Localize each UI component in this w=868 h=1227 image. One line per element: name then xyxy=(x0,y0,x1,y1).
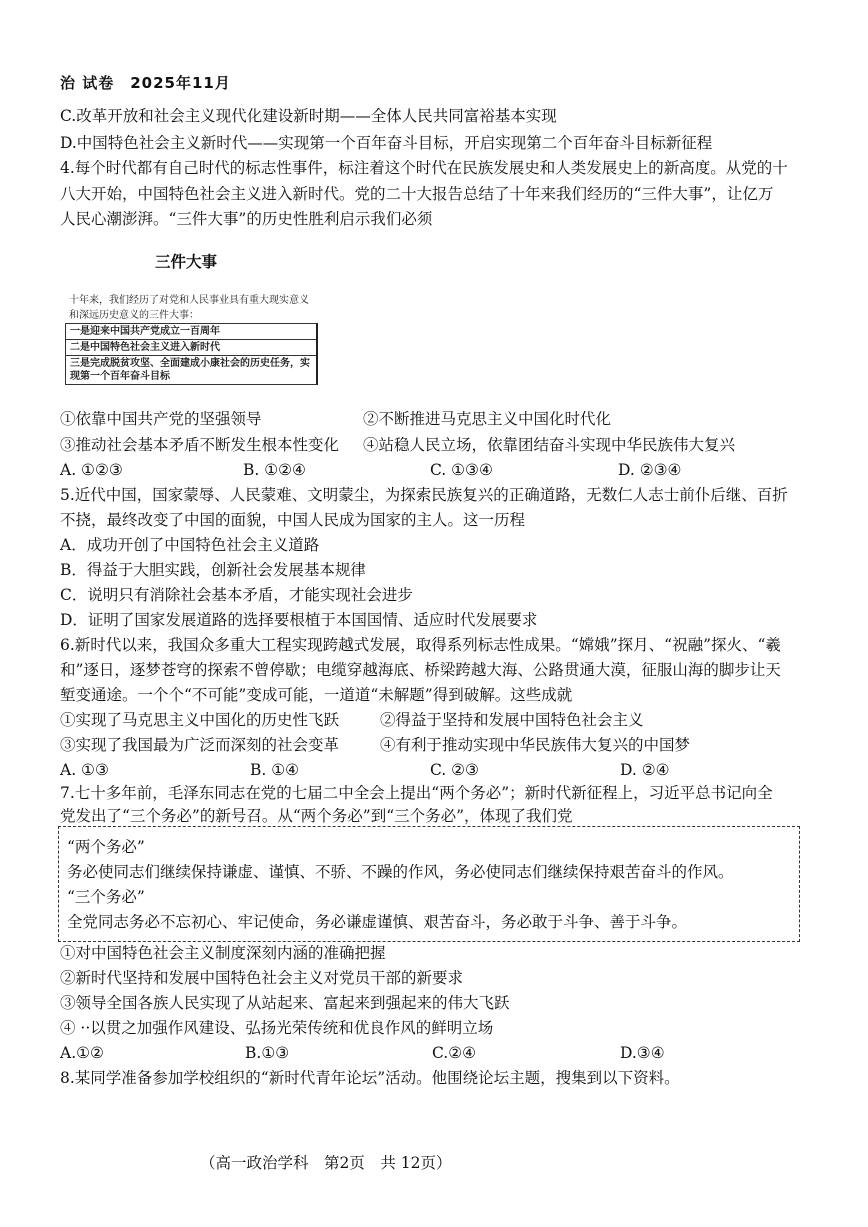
q6-option-b: B. ①④ xyxy=(250,761,300,779)
q7-option-a: A.①② xyxy=(60,1044,104,1062)
quote-heading-three: “三个务必” xyxy=(67,888,145,906)
q7-option-b: B.①③ xyxy=(245,1044,290,1062)
quote-text-two: 务必使同志们继续保持谦虚、谨慎、不骄、不躁的作风，务必使同志们继续保持艰苦奋斗的作风。 xyxy=(67,863,734,881)
q5-stem-line2: 不挠，最终改变了中国的面貌，中国人民成为国家的主人。这一历程 xyxy=(60,511,526,529)
q5-option-c: C．说明只有消除社会基本矛盾，才能实现社会进步 xyxy=(60,586,413,604)
figure-title: 三件大事 xyxy=(155,253,218,271)
quote-box xyxy=(58,826,800,942)
newspaper-clipping xyxy=(63,289,315,393)
q7-item-3: ③领导全国各族人民实现了从站起来、富起来到强起来的伟大飞跃 xyxy=(60,994,510,1012)
q6-option-d: D. ②④ xyxy=(620,761,670,779)
q5-stem-line1: 5.近代中国，国家蒙辱、人民蒙难、文明蒙尘，为探索民族复兴的正确道路，无数仁人志士前仆后继、百折 xyxy=(60,486,788,504)
q7-option-c: C.②④ xyxy=(432,1044,477,1062)
q6-stem-line1: 6.新时代以来，我国众多重大工程实现跨越式发展，取得系列标志性成果。“嫦娥”探月、“祝融”探火、“羲 xyxy=(60,636,781,654)
quote-text-three: 全党同志务必不忘初心、牢记使命，务必谦虚谨慎、艰苦奋斗，务必敢于斗争、善于斗争。 xyxy=(67,913,688,931)
q4-option-a: A. ①②③ xyxy=(60,461,123,479)
q4-option-d: D. ②③④ xyxy=(618,461,682,479)
q7-item-4: ④ ··以贯之加强作风建设、弘扬光荣传统和优良作风的鲜明立场 xyxy=(60,1019,494,1037)
clipping-table xyxy=(65,323,318,385)
clipping-intro: 十年来，我们经历了对党和人民事业具有重大现实意义和深远历史意义的三件大事： xyxy=(69,295,309,321)
clipping-row: 二是中国特色社会主义进入新时代 xyxy=(66,340,316,356)
q7-option-d: D.③④ xyxy=(620,1044,665,1062)
q7-item-2: ②新时代坚持和发展中国特色社会主义对党员干部的新要求 xyxy=(60,969,464,987)
q7-stem-line1: 7.七十多年前，毛泽东同志在党的七届二中全会上提出“两个务必”；新时代新征程上，习近平总书记向全 xyxy=(60,784,773,802)
q4-item-2: ②不断推进马克思主义中国化时代化 xyxy=(363,410,612,428)
q4-item-4: ④站稳人民立场，依靠团结奋斗实现中华民族伟大复兴 xyxy=(363,436,736,454)
option-d-previous: D.中国特色社会主义新时代——实现第一个百年奋斗目标，开启实现第二个百年奋斗目标新征程 xyxy=(60,134,713,152)
q6-item-1: ①实现了马克思主义中国化的历史性飞跃 xyxy=(60,711,340,729)
q8-stem: 8.某同学准备参加学校组织的“新时代青年论坛”活动。他围绕论坛主题，搜集到以下资料。 xyxy=(60,1069,680,1087)
q4-option-b: B. ①②④ xyxy=(243,461,306,479)
q5-option-a: A．成功开创了中国特色社会主义道路 xyxy=(60,536,320,554)
q4-stem-line2: 八大开始，中国特色社会主义进入新时代。党的二十大报告总结了十年来我们经历的“三件大事”，让亿万 xyxy=(60,185,774,203)
q6-option-c: C. ②③ xyxy=(430,761,479,779)
q4-stem-line3: 人民心潮澎湃。“三件大事”的历史性胜利启示我们必须 xyxy=(60,210,433,228)
q6-item-3: ③实现了我国最为广泛而深刻的社会变革 xyxy=(60,736,340,754)
page-header: 治 试卷 2025年11月 xyxy=(60,74,231,92)
page-footer: （高一政治学科 第2页 共 12页） xyxy=(200,1154,452,1172)
q5-option-b: B．得益于大胆实践，创新社会发展基本规律 xyxy=(60,561,366,579)
q7-item-1: ①对中国特色社会主义制度深刻内涵的准确把握 xyxy=(60,944,386,962)
option-c-previous: C.改革开放和社会主义现代化建设新时期——全体人民共同富裕基本实现 xyxy=(60,107,557,125)
q4-option-c: C. ①③④ xyxy=(430,461,493,479)
clipping-row: 三是完成脱贫攻坚、全面建成小康社会的历史任务，实现第一个百年奋斗目标 xyxy=(70,358,310,382)
q6-item-2: ②得益于坚持和发展中国特色社会主义 xyxy=(380,711,644,729)
clipping-row: 一是迎来中国共产党成立一百周年 xyxy=(66,324,316,340)
q4-stem-line1: 4.每个时代都有自己时代的标志性事件，标注着这个时代在民族发展史和人类发展史上的新高度。从党的十 xyxy=(60,159,788,177)
q7-stem-line2: 党发出了“三个务必”的新号召。从“两个务必”到“三个务必”，体现了我们党 xyxy=(60,807,573,825)
q6-stem-line3: 堑变通途。一个个“不可能”变成可能，一道道“未解题”得到破解。这些成就 xyxy=(60,686,573,704)
q6-item-4: ④有利于推动实现中华民族伟大复兴的中国梦 xyxy=(380,736,691,754)
q5-option-d: D．证明了国家发展道路的选择要根植于本国国情、适应时代发展要求 xyxy=(60,611,538,629)
q4-item-1: ①依靠中国共产党的坚强领导 xyxy=(60,410,262,428)
q6-stem-line2: 和”逐日，逐梦苍穹的探索不曾停歇；电缆穿越海底、桥梁跨越大海、公路贯通大漠，征服山海的脚步让天 xyxy=(60,661,781,679)
q6-option-a: A. ①③ xyxy=(60,761,109,779)
quote-heading-two: “两个务必” xyxy=(67,838,145,856)
q4-item-3: ③推动社会基本矛盾不断发生根本性变化 xyxy=(60,436,340,454)
